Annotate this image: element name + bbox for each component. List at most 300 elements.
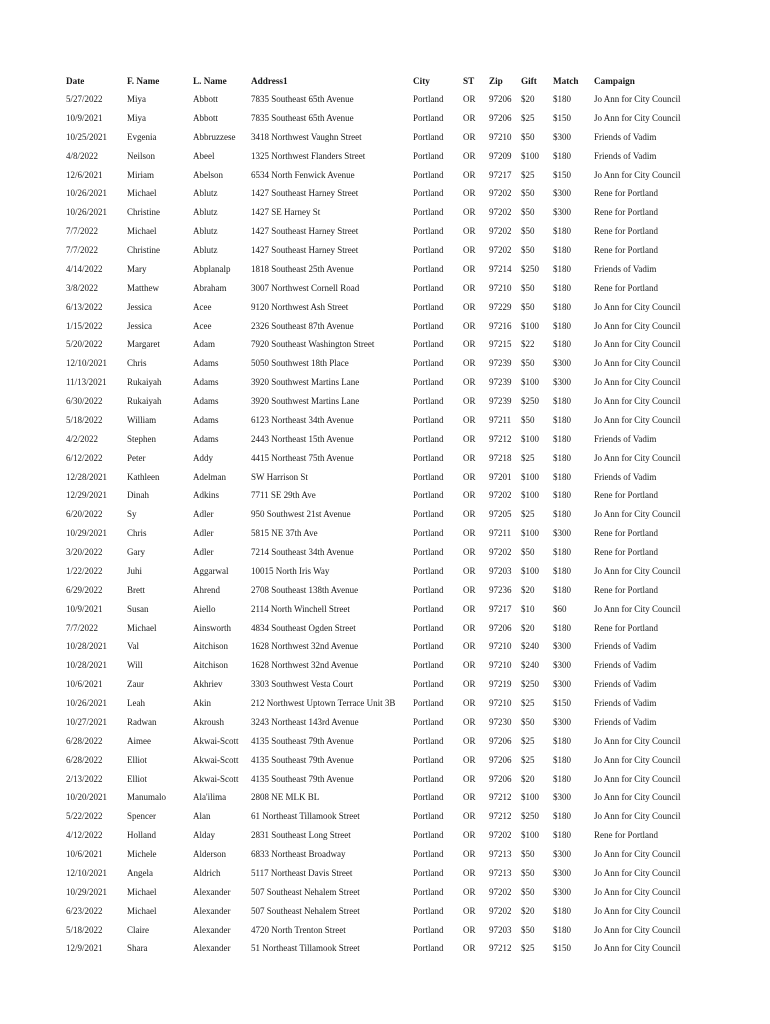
cell-date: 4/8/2022 (66, 150, 99, 161)
cell-gift: $50 (521, 207, 535, 218)
cell-date: 4/12/2022 (66, 830, 103, 841)
cell-last-name: Ainsworth (193, 622, 231, 633)
cell-campaign: Rene for Portland (594, 490, 658, 501)
column-header-first-name: F. Name (127, 76, 160, 86)
cell-campaign: Rene for Portland (594, 282, 658, 293)
cell-gift: $100 (521, 565, 539, 576)
table-row (66, 241, 706, 260)
cell-campaign: Jo Ann for City Council (594, 886, 681, 897)
cell-zip: 97214 (489, 263, 512, 274)
cell-campaign: Friends of Vadim (594, 150, 657, 161)
cell-zip: 97202 (489, 188, 512, 199)
cell-city: Portland (413, 263, 444, 274)
table-row (66, 826, 706, 845)
cell-city: Portland (413, 358, 444, 369)
cell-state: OR (463, 377, 476, 388)
cell-state: OR (463, 282, 476, 293)
cell-gift: $250 (521, 679, 539, 690)
cell-first-name: Elliot (127, 754, 147, 765)
cell-state: OR (463, 584, 476, 595)
cell-date: 5/22/2022 (66, 811, 103, 822)
cell-last-name: Akwai-Scott (193, 773, 239, 784)
cell-campaign: Jo Ann for City Council (594, 301, 681, 312)
cell-last-name: Adam (193, 339, 215, 350)
table-row (66, 392, 706, 411)
cell-zip: 97210 (489, 131, 512, 142)
cell-last-name: Alan (193, 811, 211, 822)
cell-gift: $250 (521, 811, 539, 822)
cell-state: OR (463, 528, 476, 539)
cell-state: OR (463, 660, 476, 671)
cell-date: 3/20/2022 (66, 547, 103, 557)
cell-city: Portland (413, 565, 444, 576)
column-header-zip: Zip (489, 76, 503, 86)
cell-last-name: Akwai-Scott (193, 754, 239, 765)
cell-zip: 97203 (489, 565, 512, 576)
cell-date: 5/18/2022 (66, 924, 103, 935)
cell-state: OR (463, 679, 476, 690)
cell-date: 10/25/2021 (66, 131, 108, 142)
cell-city: Portland (413, 528, 444, 539)
cell-gift: $25 (521, 943, 535, 954)
cell-match: $150 (553, 169, 571, 180)
cell-date: 10/28/2021 (66, 641, 108, 652)
cell-date: 6/28/2022 (66, 735, 103, 746)
cell-date: 6/28/2022 (66, 754, 103, 765)
cell-match: $300 (553, 641, 571, 652)
cell-last-name: Aldrich (193, 867, 221, 878)
cell-last-name: Aggarwal (193, 565, 229, 576)
cell-address: 7920 Southeast Washington Street (251, 339, 375, 350)
cell-city: Portland (413, 94, 444, 104)
cell-last-name: Ablutz (193, 245, 218, 255)
cell-date: 6/30/2022 (66, 396, 103, 406)
cell-first-name: Mary (127, 263, 147, 274)
cell-address: 7835 Southeast 65th Avenue (251, 94, 354, 104)
cell-last-name: Adams (193, 358, 219, 369)
cell-zip: 97202 (489, 830, 512, 841)
cell-match: $180 (553, 433, 571, 444)
cell-state: OR (463, 169, 476, 180)
cell-state: OR (463, 849, 476, 859)
cell-address: 1427 Southeast Harney Street (251, 188, 359, 199)
cell-campaign: Rene for Portland (594, 584, 658, 595)
cell-city: Portland (413, 377, 444, 388)
cell-campaign: Friends of Vadim (594, 698, 657, 708)
cell-zip: 97212 (489, 811, 512, 822)
cell-address: 61 Northeast Tillamook Street (251, 811, 360, 822)
cell-zip: 97217 (489, 169, 512, 180)
cell-state: OR (463, 414, 476, 425)
table-row (66, 203, 706, 222)
cell-zip: 97202 (489, 226, 512, 237)
cell-campaign: Jo Ann for City Council (594, 905, 681, 916)
cell-city: Portland (413, 471, 444, 482)
cell-zip: 97215 (489, 339, 512, 350)
cell-gift: $250 (521, 263, 539, 274)
cell-city: Portland (413, 660, 444, 671)
cell-date: 4/2/2022 (66, 433, 99, 444)
cell-last-name: Alexander (193, 905, 231, 916)
cell-campaign: Jo Ann for City Council (594, 509, 681, 520)
cell-campaign: Jo Ann for City Council (594, 169, 681, 180)
cell-campaign: Jo Ann for City Council (594, 867, 681, 878)
cell-date: 10/6/2021 (66, 849, 103, 859)
cell-state: OR (463, 245, 476, 255)
cell-first-name: Jessica (127, 301, 152, 312)
cell-last-name: Abraham (193, 282, 227, 293)
cell-date: 12/10/2021 (66, 358, 108, 369)
cell-campaign: Friends of Vadim (594, 716, 657, 727)
cell-state: OR (463, 924, 476, 935)
cell-date: 10/26/2021 (66, 698, 108, 708)
cell-first-name: Stephen (127, 433, 156, 444)
cell-last-name: Akwai-Scott (193, 735, 239, 746)
column-header-match: Match (553, 76, 579, 86)
cell-zip: 97202 (489, 905, 512, 916)
cell-date: 6/23/2022 (66, 905, 103, 916)
cell-last-name: Adams (193, 377, 219, 388)
cell-state: OR (463, 490, 476, 501)
table-row (66, 788, 706, 807)
cell-state: OR (463, 716, 476, 727)
table-row (66, 90, 706, 109)
cell-date: 5/18/2022 (66, 414, 103, 425)
cell-zip: 97239 (489, 377, 512, 388)
cell-zip: 97210 (489, 282, 512, 293)
cell-first-name: Chris (127, 528, 147, 539)
cell-city: Portland (413, 226, 444, 237)
cell-state: OR (463, 735, 476, 746)
cell-first-name: Kathleen (127, 471, 160, 482)
table-row (66, 675, 706, 694)
cell-match: $150 (553, 112, 571, 123)
cell-state: OR (463, 792, 476, 803)
cell-zip: 97217 (489, 603, 512, 614)
cell-gift: $50 (521, 188, 535, 199)
cell-campaign: Jo Ann for City Council (594, 924, 681, 935)
cell-last-name: Alexander (193, 943, 231, 954)
cell-first-name: Michael (127, 622, 157, 633)
table-row (66, 430, 706, 449)
cell-last-name: Aiello (193, 603, 216, 614)
table-row (66, 656, 706, 675)
cell-zip: 97212 (489, 433, 512, 444)
cell-city: Portland (413, 830, 444, 841)
cell-city: Portland (413, 811, 444, 822)
cell-zip: 97205 (489, 509, 512, 520)
cell-city: Portland (413, 735, 444, 746)
cell-zip: 97219 (489, 679, 512, 690)
cell-last-name: Abplanalp (193, 263, 231, 274)
cell-campaign: Rene for Portland (594, 245, 658, 255)
cell-gift: $250 (521, 396, 539, 406)
cell-zip: 97206 (489, 112, 512, 123)
table-row (66, 147, 706, 166)
cell-first-name: Radwan (127, 716, 157, 727)
cell-match: $180 (553, 301, 571, 312)
cell-zip: 97209 (489, 150, 512, 161)
cell-address: 212 Northwest Uptown Terrace Unit 3B (251, 698, 396, 708)
cell-first-name: Rukaiyah (127, 396, 162, 406)
cell-campaign: Rene for Portland (594, 188, 658, 199)
cell-city: Portland (413, 169, 444, 180)
cell-address: 1818 Southeast 25th Avenue (251, 263, 354, 274)
cell-gift: $50 (521, 547, 535, 557)
cell-last-name: Acee (193, 301, 212, 312)
table-row (66, 619, 706, 638)
cell-match: $180 (553, 622, 571, 633)
cell-campaign: Rene for Portland (594, 207, 658, 218)
cell-address: 1628 Northwest 32nd Avenue (251, 660, 359, 671)
cell-address: 3920 Southwest Martins Lane (251, 377, 360, 388)
cell-address: 5117 Northeast Davis Street (251, 867, 353, 878)
cell-zip: 97201 (489, 471, 512, 482)
cell-state: OR (463, 811, 476, 822)
cell-gift: $25 (521, 698, 535, 708)
cell-gift: $240 (521, 660, 539, 671)
cell-gift: $50 (521, 414, 535, 425)
cell-state: OR (463, 622, 476, 633)
cell-state: OR (463, 565, 476, 576)
cell-gift: $22 (521, 339, 535, 350)
cell-state: OR (463, 301, 476, 312)
cell-zip: 97210 (489, 660, 512, 671)
cell-first-name: Brett (127, 584, 145, 595)
cell-state: OR (463, 509, 476, 520)
cell-date: 1/22/2022 (66, 565, 103, 576)
table-row (66, 883, 706, 902)
cell-gift: $100 (521, 433, 539, 444)
cell-date: 12/9/2021 (66, 943, 103, 954)
cell-city: Portland (413, 773, 444, 784)
cell-match: $180 (553, 547, 571, 557)
cell-gift: $50 (521, 226, 535, 237)
cell-address: 3303 Southwest Vesta Court (251, 679, 354, 690)
cell-city: Portland (413, 867, 444, 878)
column-header-campaign: Campaign (594, 76, 635, 86)
table-row (66, 373, 706, 392)
cell-gift: $50 (521, 924, 535, 935)
cell-gift: $20 (521, 905, 535, 916)
cell-state: OR (463, 339, 476, 350)
table-row (66, 845, 706, 864)
cell-address: 7711 SE 29th Ave (251, 490, 316, 501)
cell-first-name: Michele (127, 849, 157, 859)
cell-campaign: Friends of Vadim (594, 641, 657, 652)
column-header-date: Date (66, 76, 85, 86)
cell-campaign: Jo Ann for City Council (594, 603, 681, 614)
cell-city: Portland (413, 490, 444, 501)
cell-gift: $100 (521, 830, 539, 841)
cell-city: Portland (413, 339, 444, 350)
cell-gift: $20 (521, 584, 535, 595)
cell-city: Portland (413, 188, 444, 199)
cell-address: 2808 NE MLK BL (251, 792, 320, 803)
cell-first-name: Jessica (127, 320, 152, 331)
cell-campaign: Jo Ann for City Council (594, 452, 681, 463)
cell-date: 7/7/2022 (66, 622, 99, 633)
cell-zip: 97236 (489, 584, 512, 595)
cell-campaign: Friends of Vadim (594, 131, 657, 142)
cell-campaign: Jo Ann for City Council (594, 773, 681, 784)
cell-first-name: Manumalo (127, 792, 166, 803)
cell-first-name: Miya (127, 94, 146, 104)
cell-address: 3243 Northeast 143rd Avenue (251, 716, 359, 727)
table-row (66, 713, 706, 732)
cell-last-name: Abbott (193, 112, 219, 123)
cell-last-name: Abeel (193, 150, 215, 161)
cell-date: 10/9/2021 (66, 603, 103, 614)
cell-first-name: Susan (127, 603, 149, 614)
cell-date: 10/29/2021 (66, 886, 108, 897)
cell-date: 10/6/2021 (66, 679, 103, 690)
cell-last-name: Ahrend (193, 584, 220, 595)
cell-zip: 97202 (489, 886, 512, 897)
cell-campaign: Jo Ann for City Council (594, 811, 681, 822)
cell-gift: $25 (521, 169, 535, 180)
cell-campaign: Friends of Vadim (594, 471, 657, 482)
cell-address: 507 Southeast Nehalem Street (251, 905, 360, 916)
cell-date: 12/29/2021 (66, 490, 108, 501)
cell-state: OR (463, 358, 476, 369)
cell-last-name: Ablutz (193, 188, 218, 199)
cell-campaign: Jo Ann for City Council (594, 339, 681, 350)
cell-campaign: Jo Ann for City Council (594, 112, 681, 123)
table-row (66, 751, 706, 770)
table-header (66, 73, 706, 90)
cell-gift: $50 (521, 867, 535, 878)
cell-date: 10/26/2021 (66, 188, 108, 199)
cell-last-name: Adkins (193, 490, 220, 501)
cell-zip: 97202 (489, 547, 512, 557)
table-row (66, 166, 706, 185)
table-row (66, 864, 706, 883)
cell-city: Portland (413, 433, 444, 444)
cell-gift: $100 (521, 471, 539, 482)
cell-last-name: Adler (193, 528, 214, 539)
cell-state: OR (463, 547, 476, 557)
cell-zip: 97239 (489, 358, 512, 369)
cell-gift: $10 (521, 603, 535, 614)
table-row (66, 637, 706, 656)
cell-date: 10/28/2021 (66, 660, 108, 671)
cell-date: 10/9/2021 (66, 112, 103, 123)
cell-city: Portland (413, 509, 444, 520)
cell-gift: $25 (521, 452, 535, 463)
cell-match: $180 (553, 735, 571, 746)
cell-city: Portland (413, 849, 444, 859)
cell-first-name: Christine (127, 207, 160, 218)
cell-match: $180 (553, 490, 571, 501)
cell-campaign: Jo Ann for City Council (594, 565, 681, 576)
cell-last-name: Akhriev (193, 679, 223, 690)
cell-campaign: Friends of Vadim (594, 263, 657, 274)
cell-address: 2326 Southeast 87th Avenue (251, 320, 354, 331)
cell-address: 3418 Northwest Vaughn Street (251, 131, 362, 142)
donations-table (66, 73, 706, 958)
cell-match: $300 (553, 792, 571, 803)
cell-first-name: William (127, 414, 157, 425)
cell-city: Portland (413, 452, 444, 463)
cell-campaign: Friends of Vadim (594, 433, 657, 444)
cell-first-name: Angela (127, 867, 153, 878)
cell-match: $180 (553, 811, 571, 822)
cell-date: 12/28/2021 (66, 471, 108, 482)
cell-state: OR (463, 830, 476, 841)
cell-city: Portland (413, 716, 444, 727)
cell-match: $180 (553, 320, 571, 331)
cell-state: OR (463, 188, 476, 199)
cell-zip: 97206 (489, 735, 512, 746)
cell-address: 4135 Southeast 79th Avenue (251, 754, 354, 765)
cell-address: SW Harrison St (251, 471, 308, 482)
cell-date: 12/10/2021 (66, 867, 108, 878)
table-row (66, 222, 706, 241)
cell-match: $180 (553, 414, 571, 425)
cell-first-name: Michael (127, 905, 157, 916)
cell-first-name: Zaur (127, 679, 144, 690)
cell-city: Portland (413, 754, 444, 765)
cell-zip: 97210 (489, 641, 512, 652)
cell-match: $150 (553, 943, 571, 954)
cell-state: OR (463, 773, 476, 784)
column-header-state: ST (463, 76, 475, 86)
table-row (66, 128, 706, 147)
cell-zip: 97218 (489, 452, 512, 463)
cell-gift: $50 (521, 716, 535, 727)
table-row (66, 335, 706, 354)
cell-address: 2831 Southeast Long Street (251, 830, 351, 841)
cell-zip: 97202 (489, 490, 512, 501)
cell-date: 7/7/2022 (66, 245, 99, 255)
cell-match: $180 (553, 773, 571, 784)
cell-campaign: Jo Ann for City Council (594, 754, 681, 765)
cell-date: 6/13/2022 (66, 301, 103, 312)
cell-address: 10015 North Iris Way (251, 565, 330, 576)
cell-campaign: Jo Ann for City Council (594, 414, 681, 425)
cell-date: 10/27/2021 (66, 716, 108, 727)
cell-date: 3/8/2022 (66, 282, 99, 293)
cell-last-name: Alday (193, 830, 215, 841)
cell-state: OR (463, 905, 476, 916)
cell-match: $180 (553, 94, 571, 104)
cell-first-name: Peter (127, 452, 146, 463)
cell-state: OR (463, 320, 476, 331)
cell-city: Portland (413, 320, 444, 331)
cell-address: 4720 North Trenton Street (251, 924, 346, 935)
cell-state: OR (463, 471, 476, 482)
cell-date: 12/6/2021 (66, 169, 103, 180)
column-header-city: City (413, 76, 430, 86)
cell-city: Portland (413, 641, 444, 652)
cell-address: 4135 Southeast 79th Avenue (251, 773, 354, 784)
cell-city: Portland (413, 150, 444, 161)
donations-sheet (66, 73, 706, 958)
cell-campaign: Rene for Portland (594, 830, 658, 841)
cell-address: 5050 Southwest 18th Place (251, 358, 349, 369)
header-row (66, 73, 706, 90)
cell-address: 6833 Northeast Broadway (251, 849, 346, 859)
cell-address: 3007 Northwest Cornell Road (251, 282, 360, 293)
cell-first-name: Juhi (127, 565, 143, 576)
cell-date: 6/20/2022 (66, 509, 103, 520)
cell-address: 1628 Northwest 32nd Avenue (251, 641, 359, 652)
cell-campaign: Jo Ann for City Council (594, 396, 681, 406)
cell-gift: $50 (521, 282, 535, 293)
cell-address: 2708 Southeast 138th Avenue (251, 584, 359, 595)
cell-address: 950 Southwest 21st Avenue (251, 509, 351, 520)
